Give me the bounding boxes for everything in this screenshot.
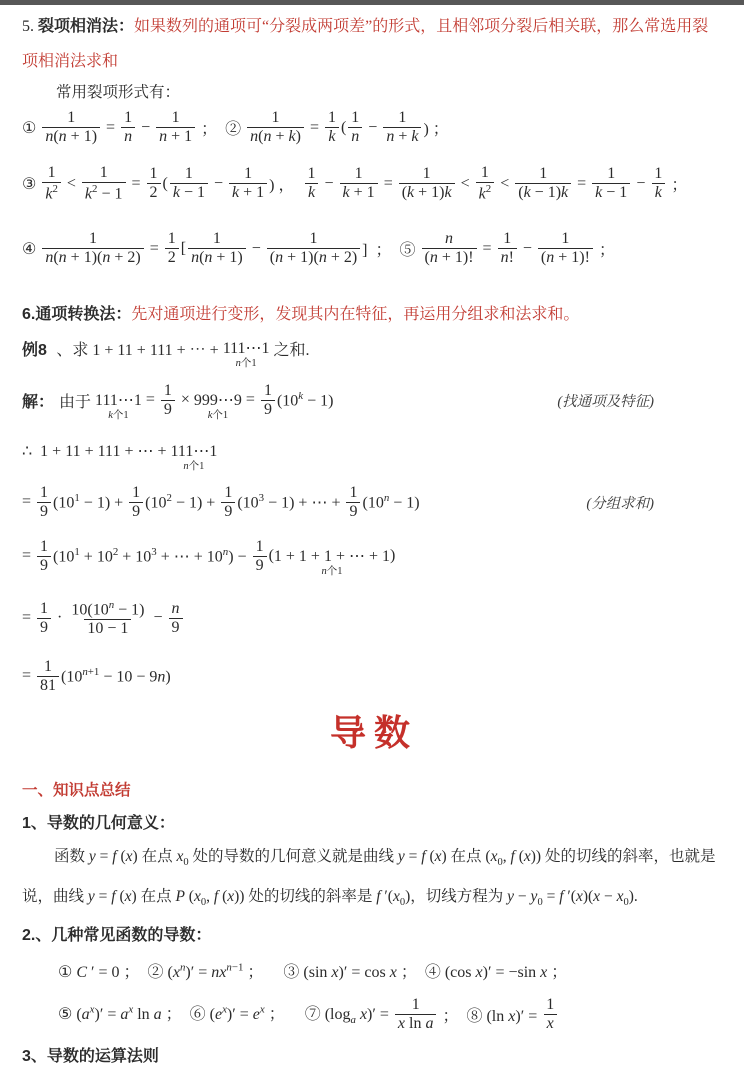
fraction: $\frac{1}{k}$ — [651, 165, 665, 202]
math-text: = — [127, 174, 145, 192]
math-text: $(10^1 - 1)$ + — [53, 492, 128, 512]
math-text: = — [22, 667, 36, 685]
fraction: $\frac{1}{k + 1}$ — [229, 165, 267, 202]
fraction: $\frac{1}{(k - 1)k}$ — [515, 165, 571, 202]
math-text: − — [364, 118, 382, 136]
section6-description: 先对通项进行变形，发现其内在特征，再运用分组求和法求和。 — [131, 305, 580, 323]
fraction: $\frac{1}{2}$ — [147, 165, 161, 202]
annotation-group-sum: (分组求和) — [586, 495, 654, 512]
fraction: $\frac{10(10^n - 1)}{10 - 1}$ — [71, 598, 145, 637]
step4-line — [22, 652, 726, 700]
section5-number: 5. — [22, 18, 38, 35]
derivative-formulas-5-8 — [58, 996, 559, 1033]
fraction: $\frac{n}{9}$ — [169, 600, 183, 637]
solution-expression — [59, 381, 334, 422]
formula-4-5-expression — [22, 230, 615, 267]
math-text: ； — [667, 177, 688, 195]
fraction: $\frac{n}{(n + 1)!}$ — [422, 230, 477, 267]
fraction: $\frac{1}{k - 1}$ — [170, 165, 208, 202]
math-text: < — [456, 174, 474, 192]
derivative-formulas-line2 — [58, 992, 726, 1036]
underbrace-label: k个1 — [108, 410, 129, 422]
geometric-meaning-paragraph-line2 — [22, 885, 726, 911]
fraction: $\frac{1}{81}$ — [37, 658, 59, 695]
math-text: = — [305, 118, 323, 136]
section5-description-cont: 项相消法求和 — [22, 52, 119, 70]
fraction: $\frac{1}{9}$ — [261, 382, 275, 419]
math-text: ； — [594, 242, 615, 260]
fraction: $\frac{1}{9}$ — [161, 382, 175, 419]
math-text: 之和. — [269, 341, 310, 359]
operation-rules-heading: 3、导数的运算法则 — [22, 1048, 159, 1066]
formula-line-3 — [22, 222, 726, 276]
math-text: = — [102, 118, 120, 136]
math-text: × — [176, 391, 194, 409]
math-text: ) — [390, 547, 396, 565]
geometric-meaning-paragraph-line1 — [22, 845, 726, 871]
section6-heading — [22, 302, 726, 328]
knowledge-summary-heading: 一、知识点总结 — [22, 782, 131, 800]
section5-description: 如果数列的通项可“分裂成两项差”的形式，且相邻项分裂后相关联，那么常选用裂 — [134, 18, 709, 35]
math-text: = — [22, 609, 36, 627]
fraction: $\frac{1}{9}$ — [37, 538, 51, 575]
fraction: $\frac{1}{9}$ — [221, 484, 235, 521]
chapter-title-derivative: 导数 — [329, 712, 418, 754]
math-text: − — [137, 118, 155, 136]
math-text: ① — [22, 119, 41, 137]
math-text: ∴ 1 + 11 + 111 + ⋯ + — [22, 443, 171, 461]
math-text: $(10^2 - 1)$ + — [145, 492, 220, 512]
math-text: = — [22, 493, 36, 511]
fraction: $\frac{1}{9}$ — [129, 484, 143, 521]
formula-3-expression — [22, 164, 687, 203]
math-text: ) ， — [269, 177, 303, 195]
geometric-meaning-heading: 1、导数的几何意义： — [22, 814, 175, 832]
math-text: − — [632, 174, 650, 192]
math-text: − — [247, 239, 265, 257]
fraction: $\frac{1}{(n + 1)(n + 2)}$ — [267, 230, 360, 267]
math-text: $(10^3 - 1)$ + ⋯ + — [237, 492, 345, 512]
math-text: ⑤ $(a^x)' = a^x$ ln a ； ⑥ $(e^x)' = e^x$ ； ⑦ ($\log_a$ x)′ = — [58, 1004, 393, 1027]
math-text: 函数 y = f (x) 在点 $x_0$ 处的导数的几何意义就是曲线 y = f (x) 在点 ($x_0$, f (x)) 处的切线的斜率，也就是 — [54, 848, 716, 869]
math-text: − — [149, 609, 167, 627]
underbrace-label: n个1 — [321, 566, 343, 578]
section5-title: 裂项相消法： — [38, 18, 135, 35]
step1-line — [22, 479, 726, 525]
fraction: $\frac{1}{n!}$ — [498, 230, 517, 267]
derivative-formulas-1-4 — [58, 959, 567, 982]
math-text: = — [379, 174, 397, 192]
example8-line — [22, 333, 726, 370]
example8-expression — [56, 337, 310, 370]
math-text: = — [22, 547, 36, 565]
fraction: $\frac{1}{n(n + 1)}$ — [42, 109, 100, 146]
underbrace-group: 1 + 1 + 1 + ⋯ + 1 n个1 — [273, 548, 390, 578]
math-text: = — [573, 174, 591, 192]
underbrace-label: k个1 — [207, 410, 229, 422]
fraction: $\frac{1}{(k + 1)k}$ — [399, 165, 455, 202]
solution-label: 解： — [22, 393, 55, 411]
fraction: $\frac{1}{9}$ — [253, 538, 267, 575]
fraction: $\frac{1}{k^2 - 1}$ — [82, 164, 126, 203]
math-text: < — [496, 174, 514, 192]
step1-expression — [22, 484, 420, 521]
fraction: $\frac{1}{9}$ — [37, 600, 51, 637]
step3-expression — [22, 599, 185, 638]
underbrace-group: 111⋯1 n个1 — [170, 443, 218, 473]
example8-label: 例8 — [22, 341, 52, 359]
underbrace-group: 111⋯1 n个1 — [222, 340, 270, 370]
math-text: ； ② — [197, 121, 246, 139]
fraction: $\frac{1}{n(n + 1)(n + 2)}$ — [42, 230, 143, 267]
math-text: $(10^k - 1)$ — [276, 390, 334, 410]
split-forms-lead: 常用裂项形式有： — [56, 83, 181, 101]
math-text: = — [141, 391, 159, 409]
document-page — [0, 5, 744, 1070]
math-text: ($10^1 + 10^2 + 10^3$ + ⋯ + $10^n$) − — [53, 546, 251, 566]
math-text: = — [241, 391, 259, 409]
step2-line — [22, 533, 726, 579]
math-text: $(10^n - 1)$ — [362, 492, 420, 512]
fraction: $\frac{1}{k^2}$ — [476, 164, 495, 203]
math-text: ( — [162, 174, 168, 192]
fraction: $\frac{1}{k}$ — [325, 109, 339, 146]
math-text: 、求 1 + 11 + 111 + ⋯ + — [56, 341, 223, 359]
formula-1-2-expression — [22, 109, 449, 146]
math-text: ) ； — [423, 121, 449, 139]
math-text: ； ⑧ (ln x)′ = — [438, 1007, 542, 1025]
math-text: ( — [268, 547, 274, 565]
math-text: ( — [340, 118, 347, 136]
fraction: $\frac{1}{k - 1}$ — [592, 165, 630, 202]
fraction: $\frac{1}{n}$ — [348, 109, 362, 146]
underbrace-label: n个1 — [235, 358, 257, 370]
fraction: $\frac{1}{k^2}$ — [42, 164, 61, 203]
fraction: $\frac{1}{n + 1}$ — [156, 109, 195, 146]
solution-line — [22, 377, 726, 423]
annotation-find-term: (找通项及特征) — [557, 393, 654, 410]
therefore-line — [22, 436, 726, 473]
math-text: [ — [180, 239, 187, 257]
step3-line — [22, 592, 726, 644]
section5-heading — [22, 14, 726, 40]
underbrace-label: n个1 — [183, 461, 205, 473]
fraction: $\frac{1}{x}$ — [543, 996, 557, 1033]
step2-expression — [22, 537, 396, 578]
math-text: ① C ′ = 0 ； ② $(x^n)' = nx^{n-1}$ ； ③ (sin x)′ = cos x ； ④ (cos x)′ = −sin x ； — [58, 961, 568, 981]
fraction: $\frac{1}{2}$ — [165, 230, 179, 267]
formula-line-2 — [22, 158, 726, 210]
math-text: = — [478, 239, 496, 257]
fraction: $\frac{1}{n(n + 1)}$ — [188, 230, 246, 267]
math-text: ④ — [22, 240, 41, 258]
fraction: $\frac{1}{\text{x ln a}}$ — [395, 996, 437, 1033]
fraction: $\frac{1}{k}$ — [305, 165, 319, 202]
therefore-expression — [22, 441, 218, 473]
math-text: 说，曲线 y = f (x) 在点 P ($x_0$, f (x)) 处的切线的斜率是 f $'(x_0)$，切线方程为 $y - y_0 = f$ $'(x)(x - x_0)$. — [22, 887, 638, 908]
math-text: ③ — [22, 175, 41, 193]
math-text: − — [518, 239, 536, 257]
fraction: $\frac{1}{n + k}$ — [383, 109, 421, 146]
step4-expression — [22, 658, 171, 695]
fraction: $\frac{1}{9}$ — [37, 484, 51, 521]
underbrace-group: 111⋯1 k个1 — [95, 392, 142, 422]
math-text: − — [320, 174, 338, 192]
math-text: = — [145, 239, 163, 257]
math-text: · — [53, 609, 67, 627]
math-text: $(10^{n+1} - 10 - 9n)$ — [61, 666, 171, 686]
derivative-formulas-line1 — [58, 954, 726, 986]
formula-line-1 — [22, 108, 726, 148]
fraction: $\frac{1}{n}$ — [121, 109, 135, 146]
math-text: 由于 — [59, 393, 96, 411]
underbrace-group: 999⋯9 k个1 — [193, 392, 242, 422]
section6-title: 6.通项转换法： — [22, 305, 132, 323]
common-derivatives-heading: 2.、几种常见函数的导数： — [22, 927, 212, 945]
fraction: $\frac{1}{k + 1}$ — [340, 165, 378, 202]
fraction: $\frac{1}{(n + 1)!}$ — [538, 230, 593, 267]
math-text: ] ； ⑤ — [362, 242, 420, 260]
math-text: − — [210, 174, 228, 192]
math-text: < — [62, 174, 80, 192]
fraction: $\frac{1}{9}$ — [346, 484, 360, 521]
fraction: $\frac{1}{n(n + k)}$ — [247, 109, 304, 146]
